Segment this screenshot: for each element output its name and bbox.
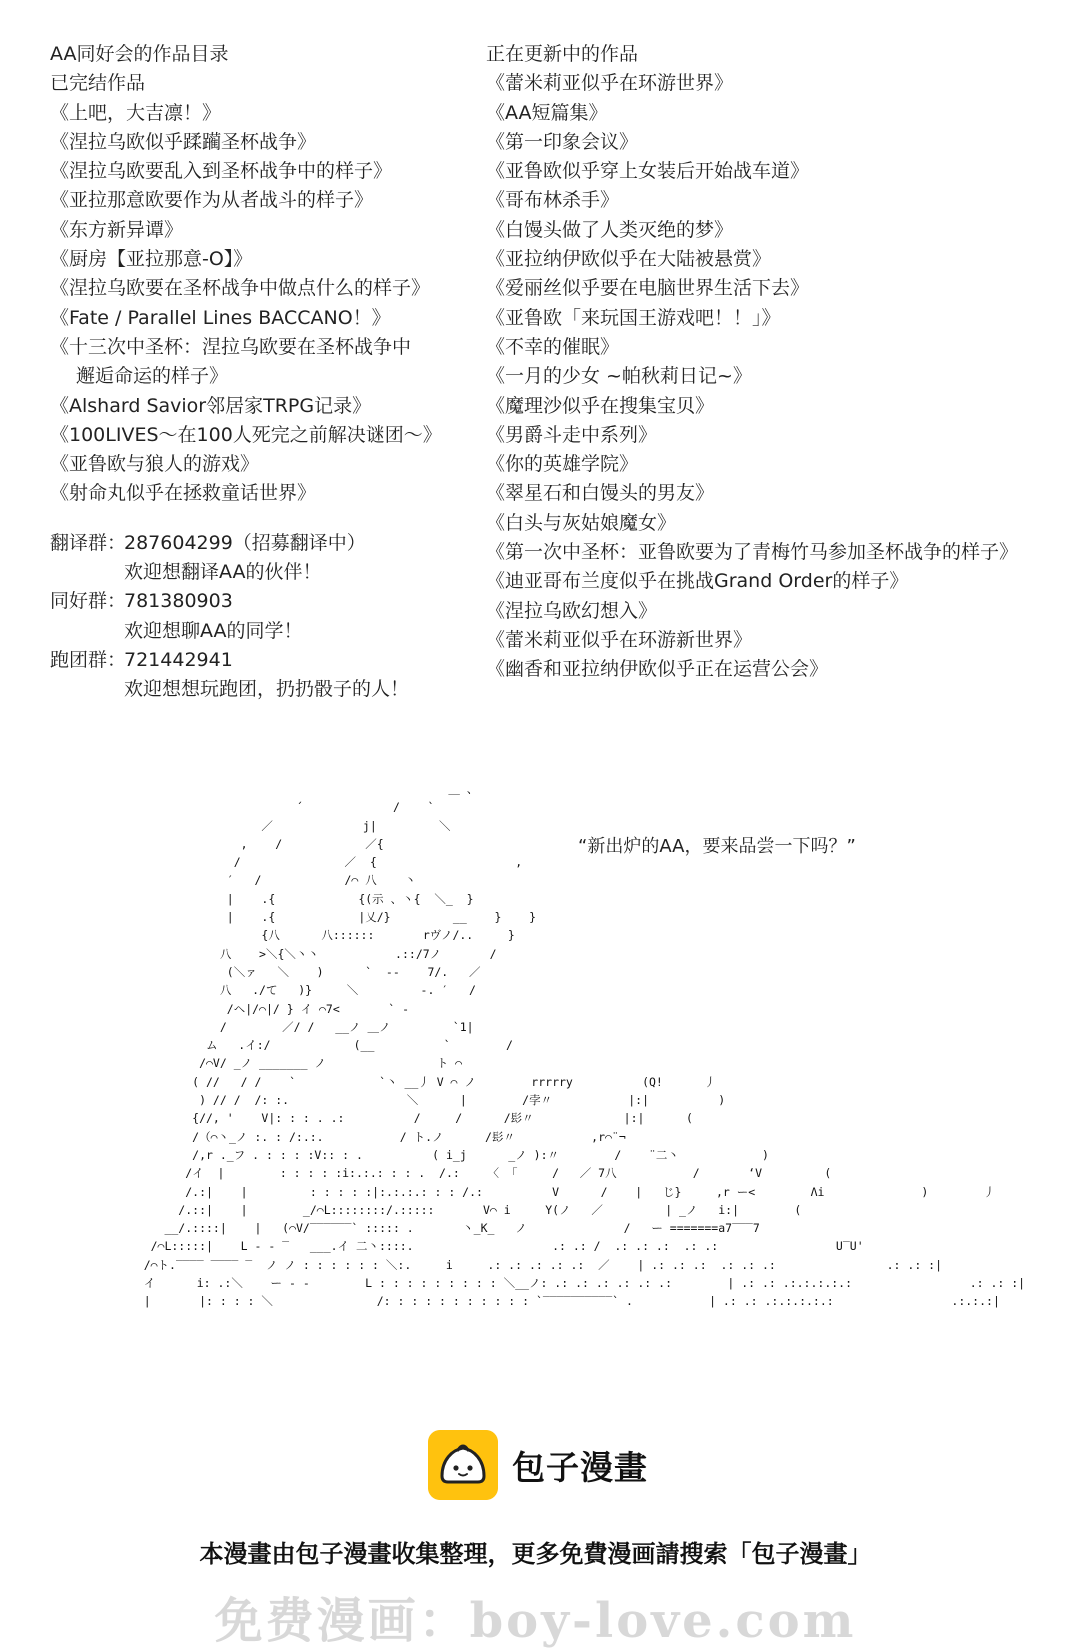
ongoing-work-item: 《白头与灰姑娘魔女》 <box>486 511 677 534</box>
ongoing-work-item: 《涅拉乌欧幻想入》 <box>486 599 658 622</box>
fan-group-label: 同好群： <box>50 590 127 613</box>
ongoing-work-item: 《魔理沙似乎在搜集宝贝》 <box>486 394 715 417</box>
ascii-art-line: (＼ァ ＼ ) ` -- 7/. ／ <box>116 964 481 979</box>
ascii-art-line: /.::| | _/⌒L::::::::/.::::: V⌒ i Y(ノ ／ | _ノ i:| ( <box>116 1202 802 1217</box>
ascii-art-line: | |: : : : ＼ /: : : : : : : : : : : `‾‾‾‾‾‾‾‾‾‾` . | .: .: .:.:.:.:.: .:.:.:| <box>116 1294 1000 1309</box>
watermark: 免费漫画：boy-love.com <box>214 1593 857 1649</box>
completed-work-item: 《东方新异谭》 <box>50 218 184 241</box>
ascii-art-line: | .{ {(示 、丶{ ＼_ } <box>116 891 474 906</box>
baozi-logo[interactable] <box>428 1430 648 1500</box>
ascii-art-line: ＿ 、 <box>116 782 479 796</box>
ascii-art-line: ) // / /: :. ＼ | /孛〃 |:| ) <box>116 1093 726 1108</box>
ongoing-work-item: 《白馒头做了人类灭绝的梦》 <box>486 218 734 241</box>
ascii-art-line: /⌒L:::::| L ‐ ‐ ‾ ___.イ 二丶::::. .: .: / .: .: .: .: .: U‾U' <box>116 1239 864 1254</box>
ongoing-work-item: 《你的英雄学院》 <box>486 453 639 476</box>
completed-works-column <box>50 40 470 705</box>
ascii-art-line: ( // / / ` `丶 __丿 V ⌒ ノ rrrrry (Q! 丿 <box>116 1074 716 1089</box>
ascii-art <box>116 780 1025 1311</box>
ongoing-work-item: 《幽香和亚拉纳伊欧似乎正在运营公会》 <box>486 658 829 681</box>
ascii-art-line: /,r ._フ . : : : :V:: : . ( i_j _ノ ):〃 / ¨二丶 ) <box>116 1147 769 1162</box>
fan-group-number: 781380903 <box>124 590 233 613</box>
ascii-art-line: /⌒ト.‾‾‾‾ ‾‾‾‾ ‾ ノ ノ : : : : : : ＼:. i .: .: .: .: .: ／ | .: .: .: .: .: .: .: .: :| <box>116 1257 943 1272</box>
completed-works-heading: 已完结作品 <box>50 72 146 95</box>
ongoing-work-item: 《一月的少女 ~帕秋莉日记~》 <box>486 365 752 388</box>
ongoing-work-item: 《哥布林杀手》 <box>486 189 620 212</box>
ascii-art-line: ´ / ` <box>116 800 435 815</box>
ongoing-work-item: 《第一次中圣杯：亚鲁欧要为了青梅竹马参加圣杯战争的样子》 <box>486 541 1019 564</box>
ongoing-work-item: 《不幸的催眠》 <box>486 335 620 358</box>
completed-work-item: 《Fate / Parallel Lines BACCANO！》 <box>50 306 391 329</box>
ongoing-work-item: 《男爵斗走中系列》 <box>486 423 658 446</box>
ongoing-work-item: 《亚鲁欧「来玩国王游戏吧！！」》 <box>486 306 781 329</box>
translate-group-note: 欢迎想翻译AA的伙伴！ <box>124 561 322 584</box>
promo-text: 本漫畫由包子漫畫收集整理，更多免費漫画請搜索「包子漫畫」 <box>199 1540 872 1568</box>
ongoing-work-item: 《亚鲁欧似乎穿上女装后开始战车道》 <box>486 160 810 183</box>
completed-work-item: 《亚拉那意欧要作为从者战斗的样子》 <box>50 189 374 212</box>
ascii-art-line: /⌒V/ _ノ _______ ノ ト ⌒ <box>116 1056 463 1071</box>
completed-work-item-continued: 邂逅命运的样子》 <box>76 365 229 388</box>
completed-work-item: 《上吧，大吉凛！》 <box>50 101 222 124</box>
rp-group-note: 欢迎想想玩跑团，扔扔骰子的人！ <box>124 678 410 701</box>
completed-work-item: 《涅拉乌欧要在圣杯战争中做点什么的样子》 <box>50 277 431 300</box>
ascii-art-line: ′ / /⌒ 八 丶 <box>116 873 416 888</box>
ascii-art-line: {//, ' V|: : : . .: / / /髟〃 |:| ( <box>116 1111 693 1126</box>
ongoing-work-item: 《迪亚哥布兰度似乎在挑战Grand Order的样子》 <box>486 570 909 593</box>
completed-work-item: 《亚鲁欧与狼人的游戏》 <box>50 453 260 476</box>
ongoing-work-item: 《亚拉纳伊欧似乎在大陆被悬赏》 <box>486 248 772 271</box>
rp-group-label: 跑团群： <box>50 648 127 671</box>
ascii-art-line: 八 >＼{＼丶丶 .::/7ノ / <box>116 946 497 961</box>
baozi-bun-icon <box>428 1430 498 1500</box>
ongoing-work-item: 《AA短篇集》 <box>486 101 608 124</box>
completed-work-item: 《射命丸似乎在拯救童话世界》 <box>50 482 317 505</box>
ongoing-work-item: 《第一印象会议》 <box>486 130 639 153</box>
ascii-art-line: ム .イ:/ (__ ` / <box>116 1038 513 1053</box>
speech-quote: “新出炉的AA，要来品尝一下吗？” <box>578 836 856 857</box>
translate-group-number: 287604299（招募翻译中） <box>124 531 366 554</box>
completed-work-item: 《厨房【亚拉那意-O】》 <box>50 248 253 271</box>
ongoing-works-column <box>486 40 1066 685</box>
ascii-art-line: /イ | : : : : :i:.:.: : : . /.: 〈 「 / ／ 7八 / ‘V ( <box>116 1166 832 1181</box>
completed-work-item: 《100LIVES～在100人死完之前解决谜团～》 <box>50 423 442 446</box>
ongoing-works-heading: 正在更新中的作品 <box>486 43 639 65</box>
ascii-art-line: {八 八:::::: rヴノ/.. } <box>116 928 515 943</box>
ascii-art-line: /（⌒丶_ノ :. : /:.:. / ト.ノ /髟〃 ,r⌒¨¬ <box>116 1129 626 1144</box>
fan-group <box>50 587 470 616</box>
rp-group <box>50 646 470 675</box>
completed-work-item: 《涅拉乌欧似乎蹂躏圣杯战争》 <box>50 130 317 153</box>
rp-group-number: 721442941 <box>124 648 233 671</box>
ascii-art-line: / ／/ / __ノ ＿ノ `1| <box>116 1019 474 1034</box>
ongoing-work-item: 《爱丽丝似乎要在电脑世界生活下去》 <box>486 277 810 300</box>
ascii-art-line: | .{ |乂/} __ } } <box>116 910 536 925</box>
completed-work-item: 《Alshard Savior邻居家TRPG记录》 <box>50 394 372 417</box>
fan-group-note: 欢迎想聊AA的同学！ <box>124 619 303 642</box>
logo-text: 包子漫畫 <box>512 1447 648 1487</box>
ascii-art-line: 八 ./て )} ＼ ‐. ′ / <box>116 983 476 998</box>
translate-group <box>50 529 470 558</box>
ongoing-work-item: 《蕾米莉亚似乎在环游世界》 <box>486 72 734 95</box>
ongoing-work-item: 《翠星石和白馒头的男友》 <box>486 482 715 505</box>
ascii-art-line: __/.::::| | (⌒V/‾‾‾‾‾‾` ::::: . 丶_K_ ノ / ー =======a7‾‾‾7 <box>116 1221 760 1236</box>
ascii-art-line: ／ j| ＼ <box>116 818 451 833</box>
catalog-title: AA同好会的作品目录 <box>50 43 229 65</box>
ascii-art-line: / ／ { , <box>116 855 523 870</box>
ascii-art-line: /ヘ|/⌒|/ } イ ⌒7< ` ‐ <box>116 1001 410 1016</box>
ascii-art-line: , / ／{ <box>116 836 384 851</box>
ongoing-work-item: 《蕾米莉亚似乎在环游新世界》 <box>486 628 753 651</box>
completed-work-item: 《涅拉乌欧要乱入到圣杯战争中的样子》 <box>50 160 393 183</box>
completed-work-item: 《十三次中圣杯：涅拉乌欧要在圣杯战争中 <box>50 335 412 358</box>
translate-group-label: 翻译群： <box>50 531 127 554</box>
ascii-art-line: イ i: .:＼ ー ‐ ‐ L : : : : : : : : : ＼__ノ: .: .: .: .: .: .: | .: .: .:.:.:.:.: .: .: :| <box>116 1276 1026 1291</box>
ascii-art-line: /.:| | : : : : :|:.:.:.: : : /.: V / | じ} ,r ー< Λi ) 丿 <box>116 1184 996 1199</box>
